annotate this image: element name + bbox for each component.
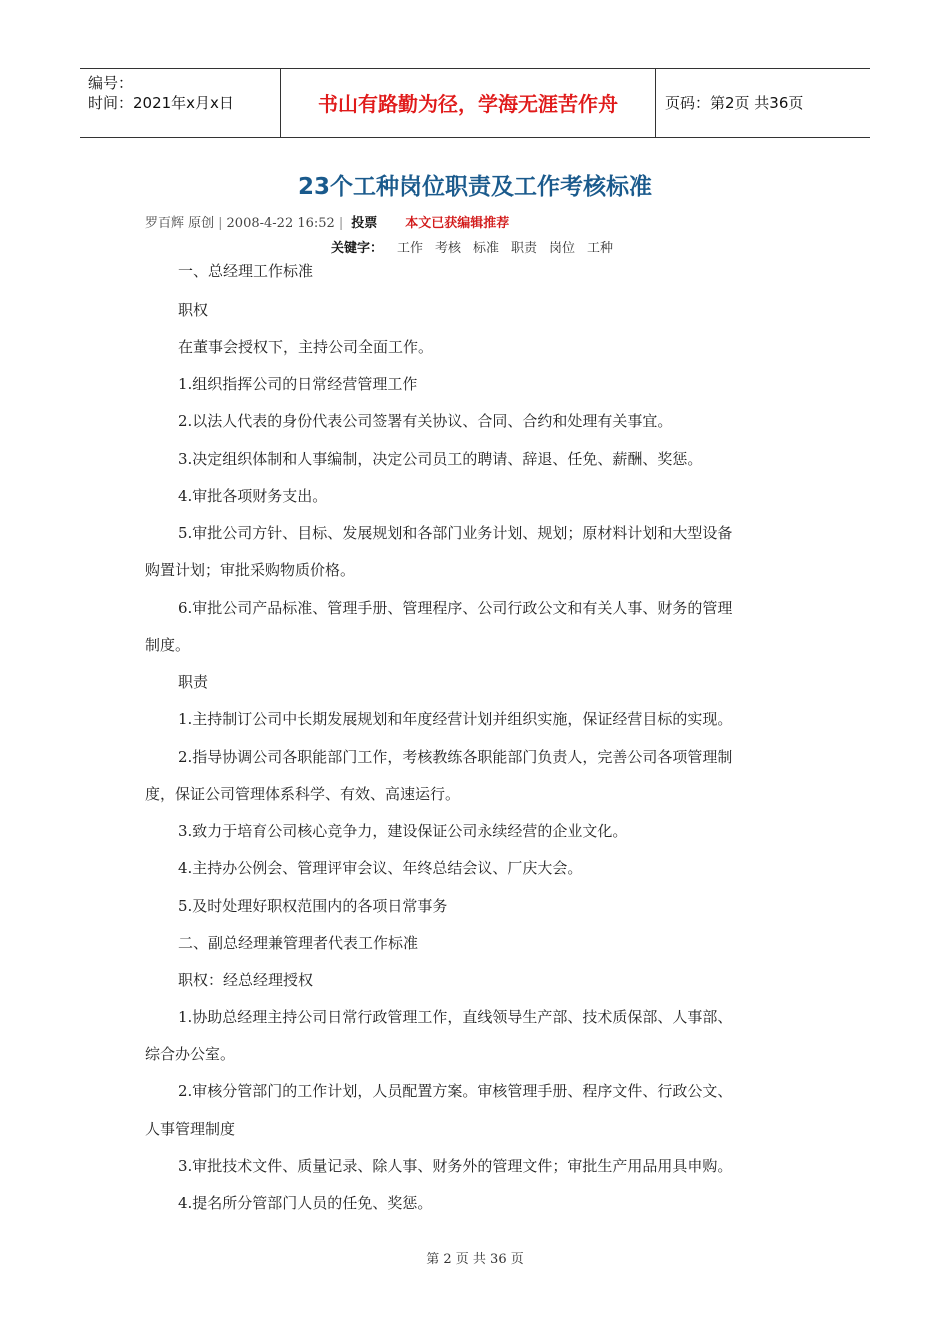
paragraph: 6.审批公司产品标准、管理手册、管理程序、公司行政公文和有关人事、财务的管理 xyxy=(178,599,733,617)
keyword-link[interactable]: 考核 xyxy=(434,241,461,256)
page-info: 页码：第2页 共36页 xyxy=(665,94,804,112)
subheading: 职责 xyxy=(178,673,209,691)
keyword-link[interactable]: 工种 xyxy=(587,241,614,256)
paragraph: 4.提名所分管部门人员的任免、奖惩。 xyxy=(178,1194,433,1212)
paragraph: 2.审核分管部门的工作计划，人员配置方案。审核管理手册、程序文件、行政公文、 xyxy=(178,1082,733,1100)
author: 罗百辉 原创 xyxy=(145,216,215,231)
header-info-cell xyxy=(80,69,281,137)
keyword-link[interactable]: 职责 xyxy=(511,241,538,256)
motto: 书山有路勤为径，学海无涯苦作舟 xyxy=(281,69,656,137)
header-table xyxy=(80,68,870,138)
date: 2008-4-22 16:52 xyxy=(226,216,335,231)
section-heading: 一、总经理工作标准 xyxy=(178,262,314,280)
section-heading: 二、副总经理兼管理者代表工作标准 xyxy=(178,934,419,952)
divider: | xyxy=(218,216,223,231)
page-footer: 第 2 页 共 36 页 xyxy=(426,1252,524,1267)
paragraph: 人事管理制度 xyxy=(145,1120,236,1138)
keyword-link[interactable]: 工作 xyxy=(396,241,423,256)
paragraph: 3.审批技术文件、质量记录、除人事、财务外的管理文件；审批生产用品用具申购。 xyxy=(178,1157,733,1175)
paragraph: 购置计划；审批采购物质价格。 xyxy=(145,561,356,579)
article-title: 23个工种岗位职责及工作考核标准 xyxy=(297,174,652,200)
subheading: 职权：经总经理授权 xyxy=(178,971,314,989)
paragraph: 2.以法人代表的身份代表公司签署有关协议、合同、合约和处理有关事宜。 xyxy=(178,412,673,430)
keyword-link[interactable]: 岗位 xyxy=(549,241,576,256)
keyword-link[interactable]: 标准 xyxy=(472,241,499,256)
number-label: 编号： xyxy=(88,74,134,92)
paragraph: 度，保证公司管理体系科学、有效、高速运行。 xyxy=(145,785,461,803)
paragraph: 综合办公室。 xyxy=(145,1045,236,1063)
divider: | xyxy=(338,216,344,231)
paragraph: 1.组织指挥公司的日常经营管理工作 xyxy=(178,375,418,393)
subheading: 职权 xyxy=(178,301,209,319)
paragraph: 4.主持办公例会、管理评审会议、年终总结会议、厂庆大会。 xyxy=(178,859,583,877)
vote-link[interactable]: 投票 xyxy=(351,216,378,231)
paragraph: 5.及时处理好职权范围内的各项日常事务 xyxy=(178,897,448,915)
keywords-row xyxy=(0,237,950,256)
recommend-badge: 本文已获编辑推荐 xyxy=(405,216,510,231)
paragraph: 制度。 xyxy=(145,636,191,654)
paragraph: 1.协助总经理主持公司日常行政管理工作，直线领导生产部、技术质保部、人事部、 xyxy=(178,1008,733,1026)
paragraph: 1.主持制订公司中长期发展规划和年度经营计划并组织实施，保证经营目标的实现。 xyxy=(178,710,733,728)
paragraph: 3.决定组织体制和人事编制，决定公司员工的聘请、辞退、任免、薪酬、奖惩。 xyxy=(178,450,703,468)
time-label: 时间：2021年x月x日 xyxy=(88,94,234,112)
paragraph: 5.审批公司方针、目标、发展规划和各部门业务计划、规划；原材料计划和大型设备 xyxy=(178,524,733,542)
paragraph: 在董事会授权下，主持公司全面工作。 xyxy=(178,338,434,356)
paragraph: 2.指导协调公司各职能部门工作，考核教练各职能部门负责人，完善公司各项管理制 xyxy=(178,748,733,766)
keywords-label: 关键字： xyxy=(330,241,383,256)
paragraph: 3.致力于培育公司核心竞争力，建设保证公司永续经营的企业文化。 xyxy=(178,822,628,840)
paragraph: 4.审批各项财务支出。 xyxy=(178,487,328,505)
article-meta xyxy=(145,212,509,231)
